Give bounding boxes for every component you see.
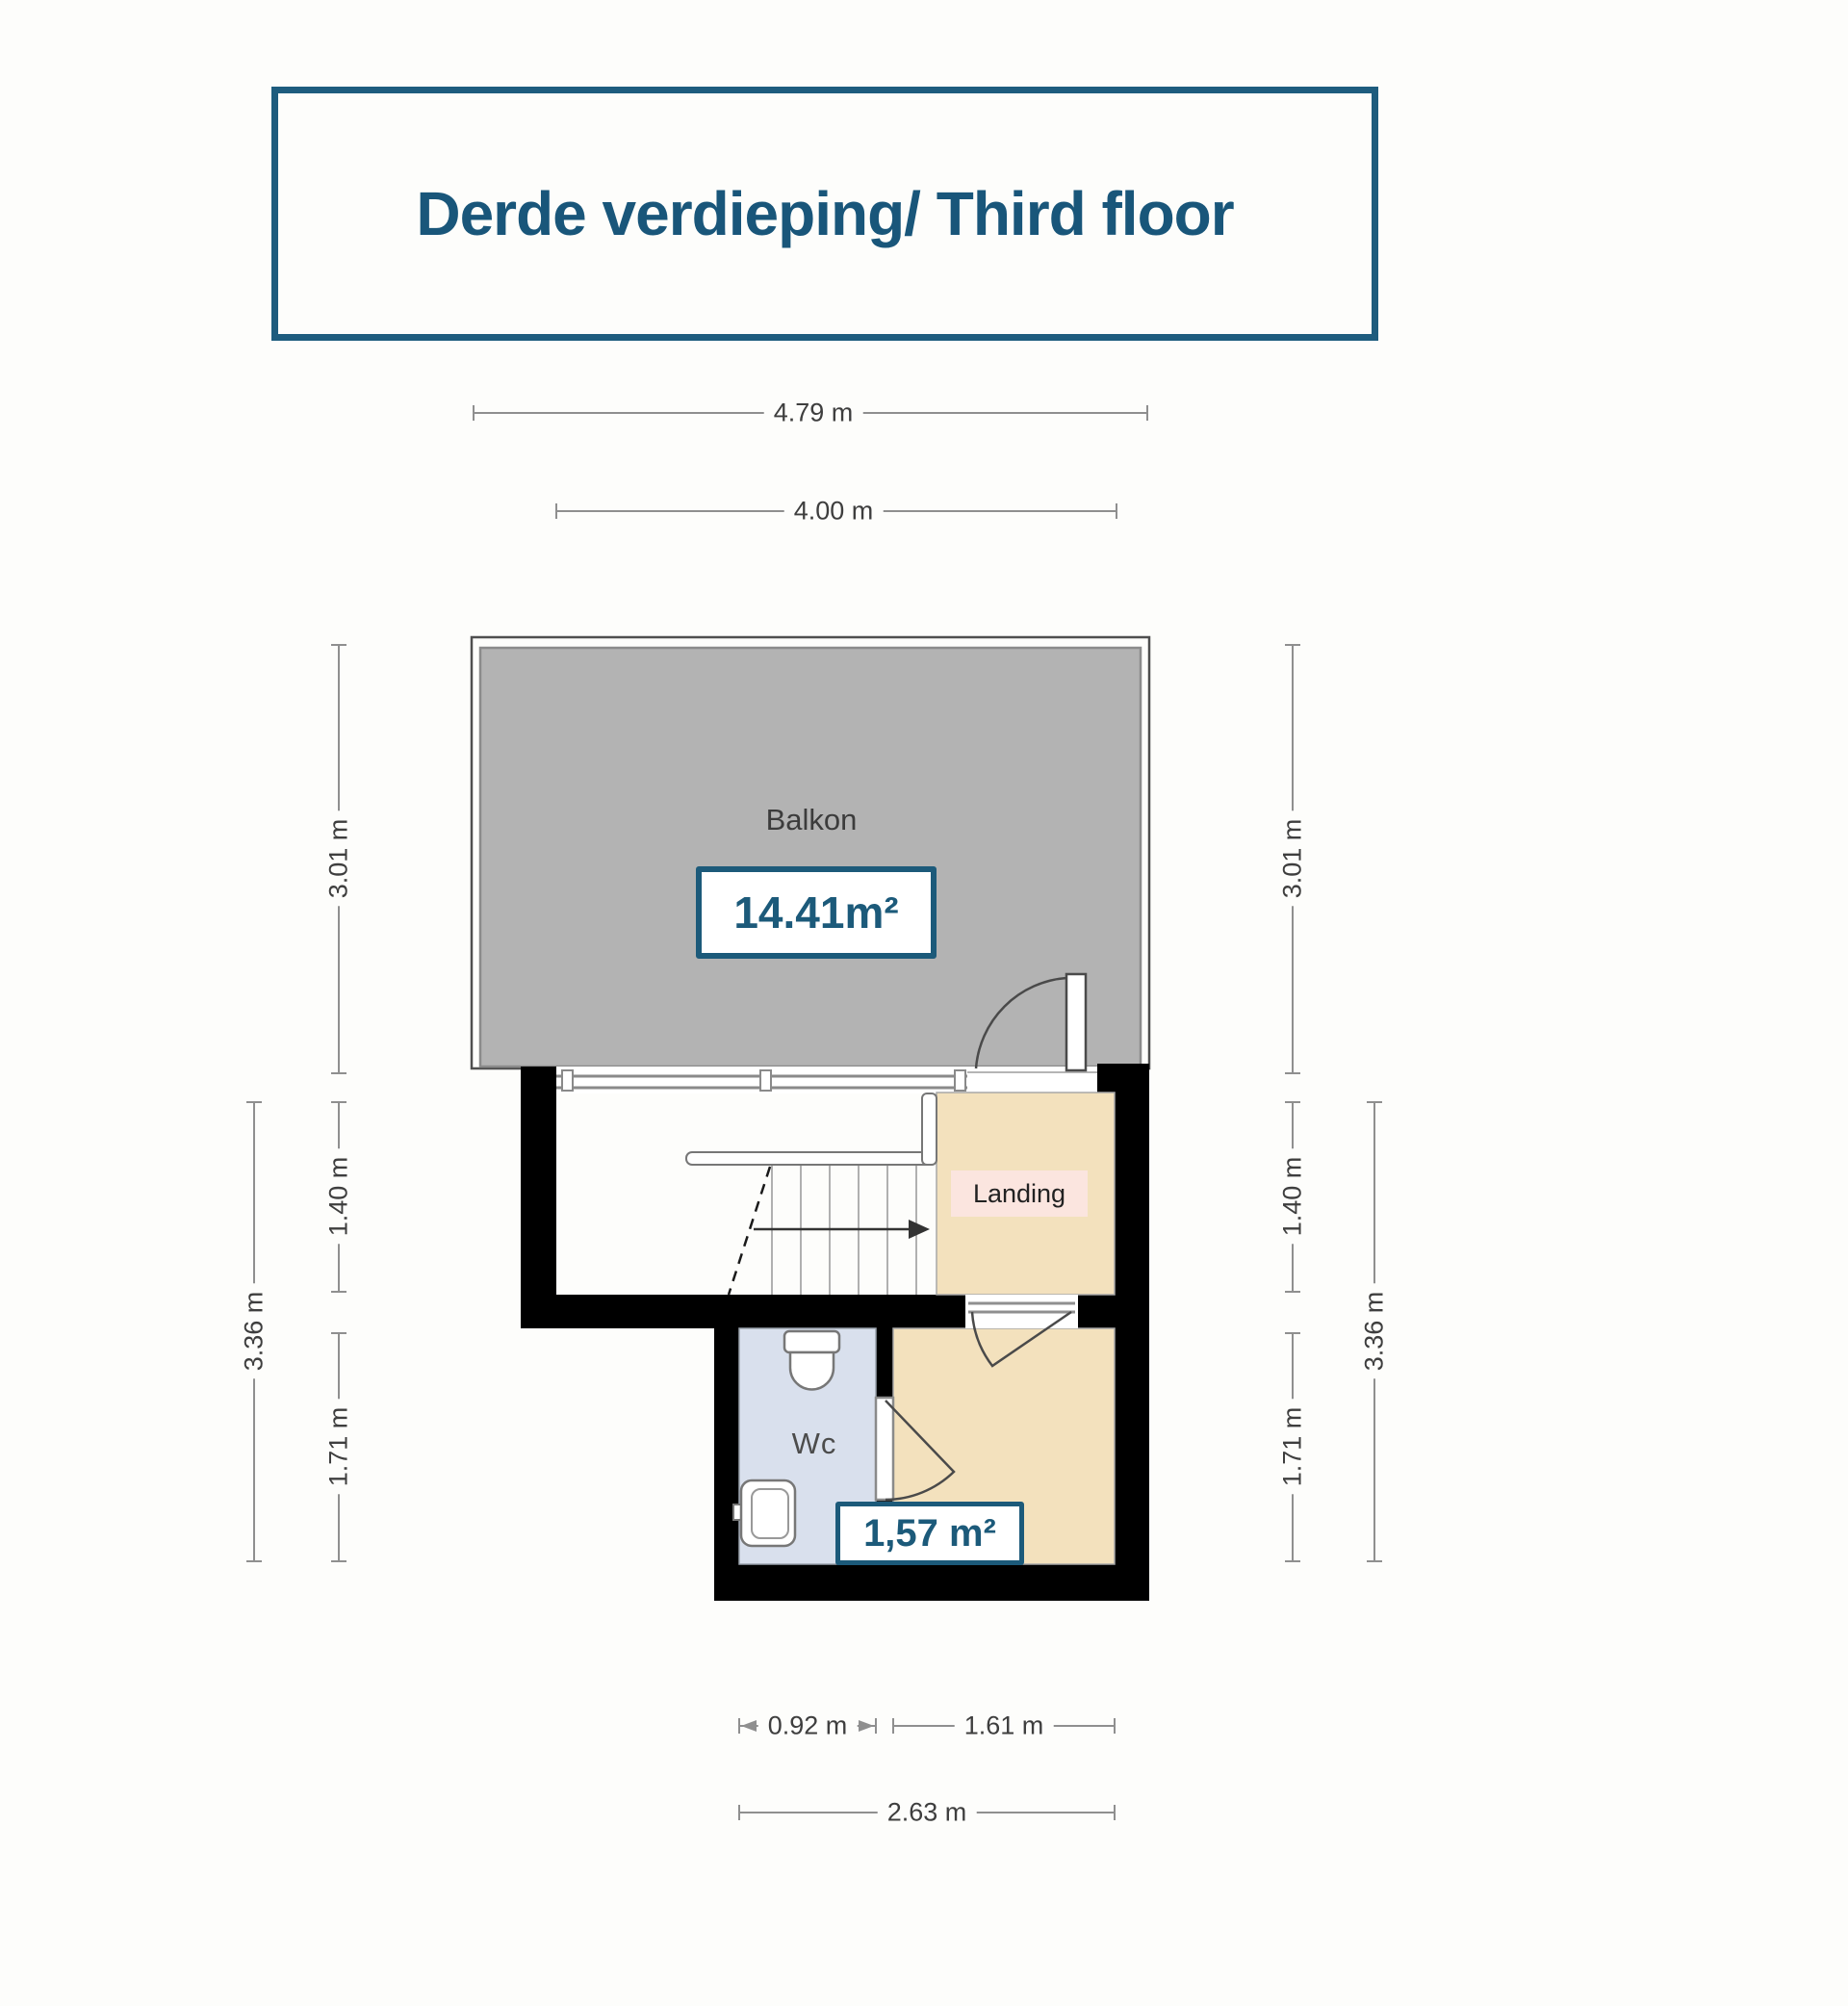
- landing-room-label-text: Landing: [972, 1178, 1066, 1208]
- balcony-area-badge: [696, 866, 937, 959]
- wall-wc-partition-top: [876, 1328, 893, 1398]
- dimension-lines: [246, 405, 1382, 1820]
- dim-label-bottom-total: 2.63 m: [878, 1796, 977, 1830]
- dim-label-right-total: 3.36 m: [1358, 1284, 1392, 1379]
- dim-label-left-total: 3.36 m: [238, 1284, 271, 1379]
- stair-handrail: [686, 1152, 937, 1165]
- balcony-area-value: 14.41m²: [733, 887, 899, 938]
- dim-label-wc-width: 0.92 m: [758, 1710, 858, 1743]
- landing-room-label: [951, 1170, 1088, 1217]
- dim-label-top-inner: 4.00 m: [784, 495, 884, 528]
- stair-walk-line: [729, 1167, 770, 1295]
- dim-label-left-stair: 1.40 m: [322, 1149, 356, 1245]
- dim-label-right-wc: 1.71 m: [1276, 1400, 1310, 1495]
- wall-right: [1115, 1064, 1149, 1601]
- dim-label-left-balcony: 3.01 m: [322, 811, 356, 907]
- floor-title: Derde verdieping/ Third floor: [416, 179, 1234, 248]
- window-mullion: [955, 1070, 965, 1091]
- dim-label-top-outer: 4.79 m: [764, 397, 863, 430]
- landing-door-threshold: [965, 1295, 1078, 1328]
- door-leaf: [1066, 974, 1086, 1070]
- dim-label-left-wc: 1.71 m: [322, 1400, 356, 1495]
- floor-title-box: [271, 87, 1378, 341]
- dim-label-hall-width: 1.61 m: [955, 1710, 1054, 1743]
- window-mullion: [562, 1070, 573, 1091]
- door-leaf: [876, 1398, 893, 1500]
- wall-mid-band: [521, 1295, 965, 1328]
- wc-area-badge: [835, 1502, 1024, 1565]
- dim-label-right-balcony: 3.01 m: [1276, 811, 1310, 907]
- wall-mid-band-right: [1078, 1295, 1116, 1328]
- stair-direction-arrow-icon: [754, 1220, 930, 1239]
- wall-bottom: [714, 1564, 1149, 1601]
- balcony-room: [472, 637, 1149, 1068]
- wc-room-label: Wc: [791, 1427, 837, 1460]
- stairs-icon: [686, 1093, 937, 1295]
- wall-left-mid: [521, 1067, 556, 1328]
- dim-label-right-stair: 1.40 m: [1276, 1149, 1310, 1245]
- sink-icon: [733, 1480, 795, 1546]
- window-mullion: [760, 1070, 771, 1091]
- wc-area-value: 1,57 m²: [863, 1511, 996, 1555]
- stair-rail-post: [922, 1093, 937, 1165]
- window-band: [556, 1067, 1097, 1093]
- balcony-floor: [480, 648, 1141, 1067]
- balcony-room-label: Balkon: [765, 803, 858, 836]
